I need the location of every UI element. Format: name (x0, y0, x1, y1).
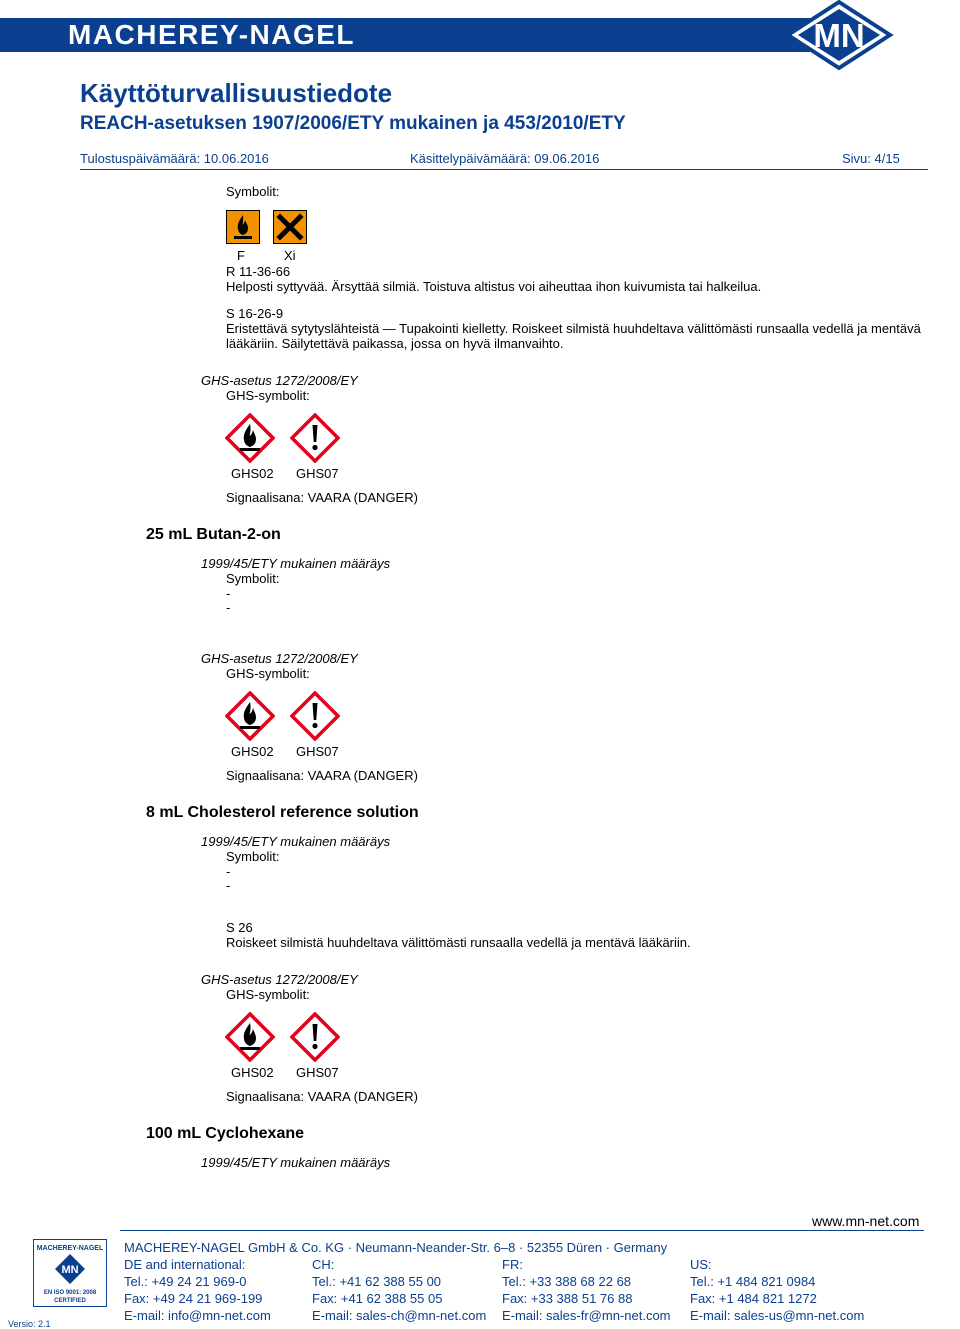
s-phrase-code: S 16-26-9 (226, 306, 284, 321)
document-subtitle: REACH-asetuksen 1907/2006/ETY mukainen ja 453/2010/ETY (80, 113, 626, 134)
page-number: Sivu: 4/15 (842, 151, 900, 166)
symbol-code-f: F (237, 248, 245, 263)
ghs-code-07: GHS07 (296, 466, 339, 481)
region-us-email[interactable]: E-mail: sales-us@mn-net.com (690, 1308, 865, 1323)
symbols-label: Symbolit: (226, 571, 280, 586)
ghs07-exclamation-icon (290, 1012, 340, 1062)
mn-logo-icon (778, 0, 900, 70)
ghs-symbols-label: GHS-symbolit: (226, 666, 310, 681)
region-fr-fax: Fax: +33 388 51 76 88 (502, 1291, 633, 1306)
company-address: MACHEREY-NAGEL GmbH & Co. KG · Neumann-Neander-Str. 6–8 · 52355 Düren · Germany (124, 1240, 668, 1255)
ghs-regulation: GHS-asetus 1272/2008/EY (201, 972, 358, 987)
symbols-label: Symbolit: (226, 184, 280, 199)
s-phrase-text: Roiskeet silmistä huuhdeltava välittömästi runsaalla vedellä ja mentävä lääkäriin. (226, 935, 691, 950)
website-link[interactable]: www.mn-net.com (812, 1213, 920, 1229)
cert-logo: MN (61, 1264, 79, 1276)
ghs07-exclamation-icon (290, 413, 340, 463)
directive-label: 1999/45/ETY mukainen määräys (201, 834, 391, 849)
ghs02-flame-icon (225, 691, 275, 741)
region-de-tel: Tel.: +49 24 21 969-0 (124, 1274, 247, 1289)
r-phrase-code: R 11-36-66 (226, 264, 291, 279)
region-ch-name: CH: (312, 1257, 335, 1272)
region-ch-fax: Fax: +41 62 388 55 05 (312, 1291, 443, 1306)
product-name-cholesterol: 8 mL Cholesterol reference solution (146, 804, 419, 821)
region-us-fax: Fax: +1 484 821 1272 (690, 1291, 817, 1306)
region-fr-email[interactable]: E-mail: sales-fr@mn-net.com (502, 1308, 671, 1323)
signal-word: Signaalisana: VAARA (DANGER) (226, 490, 418, 505)
product-name-butanone: 25 mL Butan-2-on (146, 526, 281, 543)
mn-logo-text: MN (813, 17, 865, 54)
iso-certificate-icon (33, 1239, 107, 1307)
symbol-dash: - (226, 600, 231, 615)
cert-line-2: CERTIFIED (54, 1298, 86, 1304)
ghs-regulation: GHS-asetus 1272/2008/EY (201, 373, 358, 388)
region-us-name: US: (690, 1257, 712, 1272)
cert-brand: MACHEREY-NAGEL (36, 1245, 104, 1252)
cert-line-1: EN ISO 9001: 2008 (43, 1290, 97, 1296)
header-divider (80, 169, 928, 170)
ghs-symbols-label: GHS-symbolit: (226, 987, 310, 1002)
region-de-fax: Fax: +49 24 21 969-199 (124, 1291, 263, 1306)
version-label: Versio: 2.1 (8, 1319, 51, 1329)
ghs-code-02: GHS02 (231, 1065, 274, 1080)
ghs02-flame-icon (225, 413, 275, 463)
ghs-code-02: GHS02 (231, 744, 274, 759)
ghs07-exclamation-icon (290, 691, 340, 741)
footer-divider (120, 1230, 924, 1231)
s-phrase-line-1: Eristettävä sytytyslähteistä — Tupakointi kielletty. Roiskeet silmistä huuhdeltava välittömästi runsaalla vedellä ja mentävä (226, 321, 921, 336)
ghs02-flame-icon (225, 1012, 275, 1062)
irritant-hazard-icon (273, 210, 307, 244)
ghs-regulation: GHS-asetus 1272/2008/EY (201, 651, 358, 666)
ghs-code-07: GHS07 (296, 744, 339, 759)
symbol-dash: - (226, 878, 231, 893)
symbols-label: Symbolit: (226, 849, 280, 864)
brand-name: MACHEREY-NAGEL (68, 19, 356, 50)
symbol-dash: - (226, 864, 231, 879)
region-us-tel: Tel.: +1 484 821 0984 (690, 1274, 816, 1289)
symbol-dash: - (226, 586, 231, 601)
directive-label: 1999/45/ETY mukainen määräys (201, 556, 391, 571)
s-phrase-line-2: lääkäriin. Säilytettävä paikassa, jossa on hyvä ilmanvaihto. (226, 336, 564, 351)
document-title: Käyttöturvallisuustiedote (80, 78, 393, 108)
region-fr-tel: Tel.: +33 388 68 22 68 (502, 1274, 632, 1289)
r-phrase-text: Helposti syttyvää. Ärsyttää silmiä. Toistuva altistus voi aiheuttaa ihon kuivumista tai halkeilua. (226, 279, 762, 294)
region-ch-tel: Tel.: +41 62 388 55 00 (312, 1274, 442, 1289)
symbol-code-xi: Xi (284, 248, 296, 263)
flammable-hazard-icon (226, 210, 260, 244)
product-name-cyclohexane: 100 mL Cyclohexane (146, 1125, 305, 1142)
signal-word: Signaalisana: VAARA (DANGER) (226, 768, 418, 783)
ghs-symbols-label: GHS-symbolit: (226, 388, 310, 403)
ghs-code-07: GHS07 (296, 1065, 339, 1080)
signal-word: Signaalisana: VAARA (DANGER) (226, 1089, 418, 1104)
revision-date: Käsittelypäivämäärä: 09.06.2016 (410, 151, 600, 166)
region-fr-name: FR: (502, 1257, 523, 1272)
ghs-code-02: GHS02 (231, 466, 274, 481)
region-ch-email[interactable]: E-mail: sales-ch@mn-net.com (312, 1308, 487, 1323)
region-de-name: DE and international: (124, 1257, 246, 1272)
print-date: Tulostuspäivämäärä: 10.06.2016 (80, 151, 269, 166)
region-de-email[interactable]: E-mail: info@mn-net.com (124, 1308, 271, 1323)
s-phrase-code: S 26 (226, 920, 253, 935)
directive-label: 1999/45/ETY mukainen määräys (201, 1155, 391, 1170)
